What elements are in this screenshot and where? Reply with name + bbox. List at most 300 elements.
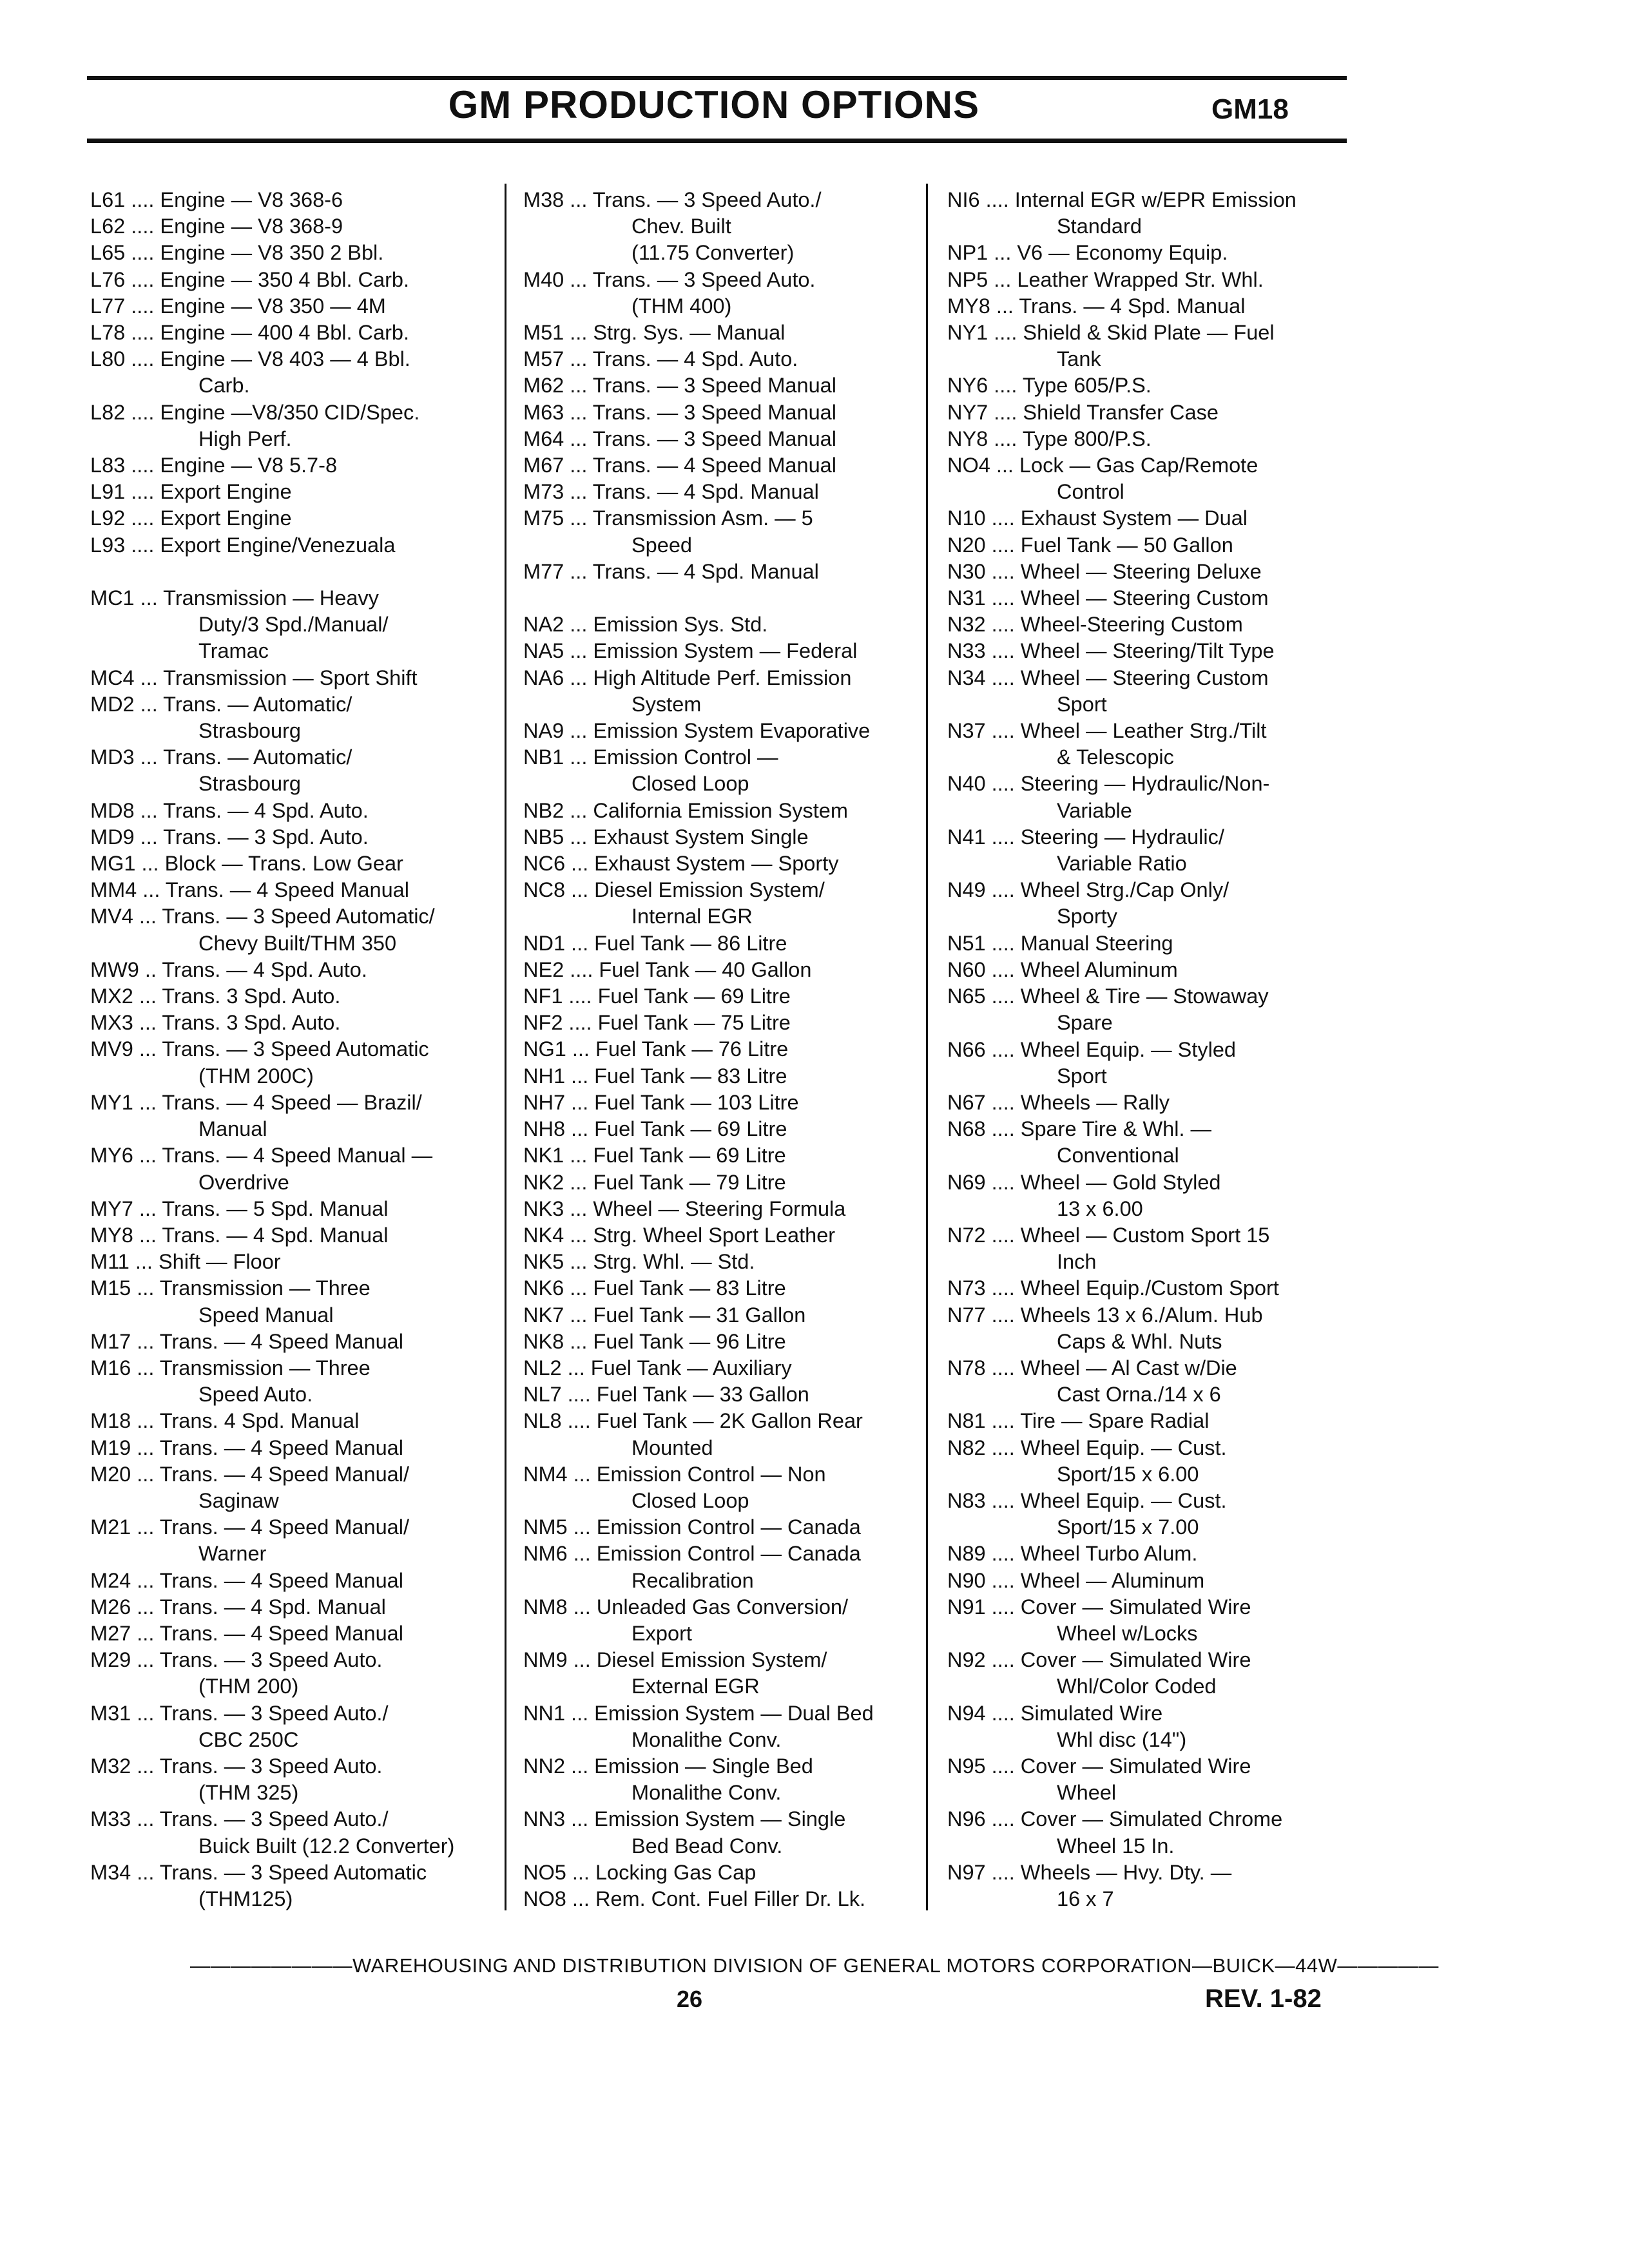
- option-entry: [90, 957, 490, 983]
- option-description: .... Cover — Simulated Wire: [985, 1754, 1251, 1778]
- option-entry: [947, 665, 1334, 718]
- option-description: ... Trans. — 3 Speed Auto./: [564, 188, 822, 211]
- option-code: N34: [947, 666, 986, 689]
- option-description-continued: Chev. Built: [631, 215, 731, 238]
- option-entry: [947, 532, 1334, 559]
- option-description: ... Trans. — 3 Spd. Auto.: [134, 825, 369, 849]
- option-description: .... Export Engine/Venezuala: [125, 533, 396, 557]
- option-code: NA2: [523, 613, 564, 637]
- option-code: N91: [947, 1595, 986, 1619]
- option-description: .... Engine — V8 350 2 Bbl.: [125, 241, 384, 265]
- option-code: NY7: [947, 400, 988, 424]
- option-code: NY6: [947, 374, 988, 398]
- option-description-continued: (THM 325): [198, 1781, 299, 1805]
- option-entry: [523, 718, 916, 744]
- option-description: ... Trans. — 3 Speed Auto./: [131, 1807, 389, 1831]
- option-code: N73: [947, 1276, 986, 1300]
- option-code: NY8: [947, 427, 988, 450]
- option-description-continued: Tramac: [198, 639, 269, 663]
- option-description: .... Fuel Tank — 75 Litre: [563, 1011, 791, 1035]
- option-code: N66: [947, 1037, 986, 1061]
- option-description: ... Trans. — 3 Speed Automatic/: [133, 905, 435, 928]
- option-description: .... Wheel Strg./Cap Only/: [985, 878, 1229, 902]
- option-description: ... Trans. — 4 Spd. Auto.: [564, 347, 798, 371]
- option-entry: [523, 798, 916, 824]
- option-description: ... Fuel Tank — 86 Litre: [565, 931, 787, 955]
- option-description: .... Steering — Hydraulic/: [985, 825, 1224, 849]
- option-entry: [947, 1753, 1334, 1806]
- option-code: L78: [90, 321, 126, 345]
- option-entry: [523, 1408, 916, 1461]
- option-entry: [523, 1647, 916, 1700]
- option-code: M67: [523, 454, 564, 477]
- option-entry: [947, 957, 1334, 983]
- option-description-continued: Speed: [631, 533, 692, 557]
- option-entry: [947, 1408, 1334, 1434]
- option-entry: [523, 1196, 916, 1222]
- page-code: GM18: [1211, 93, 1289, 125]
- option-entry: [947, 983, 1334, 1036]
- option-code: MW9: [90, 957, 139, 981]
- option-code: L80: [90, 347, 126, 371]
- option-description: .... Wheels — Rally: [985, 1090, 1170, 1114]
- option-description-continued: Variable: [1057, 798, 1132, 822]
- option-entry: [523, 1169, 916, 1196]
- option-code: N30: [947, 559, 986, 583]
- option-entry: [523, 452, 916, 479]
- option-description: .... Manual Steering: [985, 931, 1173, 955]
- option-description-continued: High Perf.: [198, 427, 292, 450]
- option-entry: [947, 930, 1334, 957]
- option-entry: [90, 1647, 490, 1700]
- option-entry: [523, 1753, 916, 1806]
- option-description-continued: Sport: [1057, 692, 1107, 716]
- option-description-continued: Speed Manual: [198, 1303, 334, 1327]
- option-description-continued: Sport/15 x 6.00: [1057, 1462, 1199, 1486]
- option-description-continued: Wheel w/Locks: [1057, 1621, 1198, 1645]
- option-entry: [523, 744, 916, 797]
- option-code: N37: [947, 719, 986, 743]
- option-entry: [947, 1302, 1334, 1355]
- option-description: ... Emission Control — Canada: [567, 1542, 861, 1566]
- option-code: N67: [947, 1090, 986, 1114]
- option-description: ... Strg. Sys. — Manual: [564, 321, 786, 345]
- option-entry: [947, 585, 1334, 611]
- option-entry: [90, 744, 490, 797]
- option-description: ... Transmission — Sport Shift: [134, 666, 418, 689]
- option-description: .. Trans. — 4 Spd. Auto.: [139, 957, 367, 981]
- option-description: .... Exhaust System — Dual: [985, 506, 1248, 530]
- option-description: .... Wheel — Al Cast w/Die: [985, 1356, 1237, 1379]
- option-description-continued: Conventional: [1057, 1144, 1179, 1168]
- page-title: GM PRODUCTION OPTIONS: [448, 83, 979, 126]
- option-code: NK1: [523, 1144, 564, 1168]
- option-description-continued: CBC 250C: [198, 1727, 299, 1751]
- option-description-continued: Saginaw: [198, 1488, 279, 1512]
- option-entry: [947, 426, 1334, 452]
- option-description: ... High Altitude Perf. Emission: [564, 666, 852, 689]
- option-entry: [523, 1700, 916, 1753]
- option-entry: [523, 611, 916, 638]
- option-entry: [947, 824, 1334, 877]
- option-description: .... Engine — 350 4 Bbl. Carb.: [125, 267, 410, 291]
- option-code: M63: [523, 400, 564, 424]
- option-description: ... Fuel Tank — 83 Litre: [565, 1064, 787, 1088]
- option-description: ... Trans. — 3 Speed Manual: [564, 374, 836, 398]
- option-description: ... Fuel Tank — 69 Litre: [565, 1117, 787, 1141]
- option-description: .... Wheel — Steering Deluxe: [985, 559, 1262, 583]
- option-code: M62: [523, 374, 564, 398]
- option-description-continued: Cast Orna./14 x 6: [1057, 1383, 1221, 1407]
- option-description: ... Emission System — Single: [565, 1807, 846, 1831]
- option-description: .... Wheel — Gold Styled: [985, 1170, 1221, 1194]
- option-code: L76: [90, 267, 126, 291]
- option-description: ... Exhaust System — Sporty: [565, 852, 839, 876]
- option-entry: [523, 1594, 916, 1647]
- option-description: .... Fuel Tank — 2K Gallon Rear: [561, 1409, 863, 1433]
- option-code: MY1: [90, 1090, 133, 1114]
- option-entry: [90, 1435, 490, 1461]
- option-description-continued: Sport/15 x 7.00: [1057, 1515, 1199, 1539]
- option-description: ... Trans. — 4 Spd. Auto.: [134, 798, 369, 822]
- option-description-continued: (11.75 Converter): [631, 241, 795, 265]
- option-code: NA9: [523, 719, 564, 743]
- option-description: .... Export Engine: [125, 480, 292, 504]
- option-code: M19: [90, 1436, 131, 1459]
- option-description-continued: Speed Auto.: [198, 1383, 313, 1407]
- option-code: NB1: [523, 745, 564, 769]
- option-description: ... Emission — Single Bed: [565, 1754, 813, 1778]
- option-entry: [90, 1806, 490, 1859]
- option-code: NM9: [523, 1648, 568, 1672]
- option-description: ... Trans. — 4 Spd. Manual: [133, 1223, 389, 1247]
- option-entry: [523, 1275, 916, 1302]
- option-code: NM8: [523, 1595, 568, 1619]
- option-description: .... Wheel & Tire — Stowaway: [985, 985, 1269, 1008]
- option-code: NM4: [523, 1462, 568, 1486]
- option-description-continued: Whl/Color Coded: [1057, 1675, 1217, 1698]
- option-code: NL7: [523, 1383, 562, 1407]
- option-entry: [90, 213, 490, 240]
- option-description: .... Wheel Aluminum: [985, 957, 1178, 981]
- option-code: NA5: [523, 639, 564, 663]
- option-code: NL2: [523, 1356, 562, 1379]
- section-gap: [90, 559, 490, 585]
- option-code: M31: [90, 1701, 131, 1725]
- option-code: MD8: [90, 798, 135, 822]
- section-gap: [523, 585, 916, 611]
- option-code: NK5: [523, 1250, 564, 1274]
- option-description: ... Trans. — Automatic/: [134, 745, 352, 769]
- option-description: .... Engine — V8 368-6: [125, 188, 343, 211]
- option-description: .... Tire — Spare Radial: [985, 1409, 1210, 1433]
- option-code: MV4: [90, 905, 133, 928]
- option-entry: [90, 320, 490, 346]
- option-entry: [90, 903, 490, 956]
- option-description-continued: 16 x 7: [1057, 1887, 1114, 1910]
- option-description: .... Wheel Turbo Alum.: [985, 1542, 1198, 1566]
- option-description-continued: Monalithe Conv.: [631, 1781, 782, 1805]
- option-code: N51: [947, 931, 986, 955]
- option-entry: [947, 1169, 1334, 1222]
- option-description: .... Type 605/P.S.: [988, 374, 1152, 398]
- option-description: ... Trans. — 4 Speed Manual: [131, 1436, 403, 1459]
- option-description-continued: Carb.: [198, 374, 250, 398]
- options-column-1: [90, 187, 490, 1912]
- option-code: NL8: [523, 1409, 562, 1433]
- option-code: NK7: [523, 1303, 564, 1327]
- option-entry: [523, 1514, 916, 1541]
- option-description: .... Wheel Equip. — Cust.: [985, 1436, 1227, 1459]
- option-code: M17: [90, 1329, 131, 1353]
- option-entry: [90, 877, 490, 903]
- option-code: MV9: [90, 1037, 133, 1061]
- option-description: ... Emission System — Dual Bed: [565, 1701, 874, 1725]
- option-code: MY8: [947, 294, 990, 318]
- option-code: N92: [947, 1648, 986, 1672]
- option-description-continued: Recalibration: [631, 1568, 754, 1592]
- revision-label: REV. 1-82: [1205, 1984, 1322, 2013]
- option-code: M20: [90, 1462, 131, 1486]
- option-description: .... Fuel Tank — 69 Litre: [563, 985, 791, 1008]
- option-code: M15: [90, 1276, 131, 1300]
- option-code: MX3: [90, 1011, 133, 1035]
- option-description-continued: Warner: [198, 1542, 267, 1566]
- option-description: .... Wheel — Leather Strg./Tilt: [985, 719, 1267, 743]
- option-entry: [523, 1302, 916, 1329]
- option-description: ... Transmission — Three: [131, 1356, 371, 1379]
- option-entry: [90, 1355, 490, 1408]
- option-entry: [947, 771, 1334, 823]
- option-description: ... Trans. — Automatic/: [134, 692, 352, 716]
- option-code: L62: [90, 215, 126, 238]
- option-entry: [947, 372, 1334, 399]
- option-entry: [947, 1594, 1334, 1647]
- option-description: ... Trans. — 4 Spd. Manual: [131, 1595, 386, 1619]
- option-code: N31: [947, 586, 986, 610]
- option-code: M21: [90, 1515, 131, 1539]
- option-description: ... Transmission — Heavy: [134, 586, 379, 610]
- option-description-continued: External EGR: [631, 1675, 760, 1698]
- option-entry: [90, 1408, 490, 1434]
- option-description-continued: Sport: [1057, 1064, 1107, 1088]
- option-code: L82: [90, 400, 126, 424]
- option-description: ... Trans. — 4 Speed Manual: [137, 878, 409, 902]
- option-code: N94: [947, 1701, 986, 1725]
- option-code: NP1: [947, 241, 988, 265]
- option-description: ... Fuel Tank — 79 Litre: [564, 1170, 786, 1194]
- option-description-continued: Monalithe Conv.: [631, 1727, 782, 1751]
- option-description-continued: Duty/3 Spd./Manual/: [198, 613, 389, 637]
- option-description: ... Trans. — 4 Spd. Manual: [990, 294, 1246, 318]
- option-code: N40: [947, 772, 986, 796]
- option-description: ... Strg. Whl. — Std.: [564, 1250, 755, 1274]
- option-code: NG1: [523, 1037, 566, 1061]
- option-entry: [523, 1806, 916, 1859]
- option-description: ... Fuel Tank — Auxiliary: [561, 1356, 792, 1379]
- option-description: ... Trans. — 4 Speed Manual: [131, 1329, 403, 1353]
- option-code: M64: [523, 427, 564, 450]
- option-description-continued: (THM125): [198, 1887, 293, 1910]
- option-description: .... Wheels 13 x 6./Alum. Hub: [985, 1303, 1263, 1327]
- option-description: .... Wheel Equip./Custom Sport: [985, 1276, 1279, 1300]
- option-entry: [523, 824, 916, 850]
- option-description: ... Trans. — 4 Speed Manual: [564, 454, 836, 477]
- option-entry: [523, 983, 916, 1010]
- option-code: L65: [90, 241, 126, 265]
- option-entry: [90, 1461, 490, 1514]
- option-code: N89: [947, 1542, 986, 1566]
- option-entry: [90, 479, 490, 505]
- column-divider-1: [505, 184, 506, 1910]
- option-description: ... Fuel Tank — 69 Litre: [564, 1144, 786, 1168]
- option-entry: [947, 187, 1334, 240]
- option-entry: [90, 505, 490, 532]
- option-code: L83: [90, 454, 126, 477]
- option-description: ... Rem. Cont. Fuel Filler Dr. Lk.: [566, 1887, 865, 1910]
- option-code: NC8: [523, 878, 566, 902]
- option-entry: [90, 399, 490, 452]
- option-entry: [947, 1435, 1334, 1488]
- option-description-continued: Closed Loop: [631, 772, 749, 796]
- option-description: ... Trans. — 3 Speed Manual: [564, 427, 836, 450]
- option-code: MD2: [90, 692, 135, 716]
- option-code: NK3: [523, 1196, 564, 1220]
- option-description: .... Wheel — Custom Sport 15: [985, 1223, 1270, 1247]
- option-code: L77: [90, 294, 126, 318]
- option-entry: [90, 1036, 490, 1089]
- option-entry: [90, 1568, 490, 1594]
- option-entry: [90, 1860, 490, 1912]
- option-code: MC1: [90, 586, 135, 610]
- option-description: .... Engine — V8 403 — 4 Bbl.: [125, 347, 410, 371]
- option-entry: [523, 1116, 916, 1142]
- option-description-continued: Strasbourg: [198, 772, 301, 796]
- option-entry: [523, 1541, 916, 1593]
- option-code: MC4: [90, 666, 135, 689]
- option-description: .... Wheels — Hvy. Dty. —: [985, 1860, 1232, 1884]
- header-top-rule: [87, 76, 1347, 80]
- option-description-continued: (THM 400): [631, 294, 732, 318]
- option-description-continued: Caps & Whl. Nuts: [1057, 1329, 1222, 1353]
- option-description: ... Emission System — Federal: [564, 639, 858, 663]
- options-column-2: [523, 187, 916, 1912]
- option-description: ... Trans. 3 Spd. Auto.: [133, 1011, 341, 1035]
- option-code: MD3: [90, 745, 135, 769]
- option-code: NA6: [523, 666, 564, 689]
- option-code: M34: [90, 1860, 131, 1884]
- option-entry: [947, 320, 1334, 372]
- option-code: L91: [90, 480, 126, 504]
- option-entry: [90, 850, 490, 877]
- option-entry: [523, 399, 916, 426]
- option-entry: [523, 1063, 916, 1090]
- option-description: ... Trans. — 4 Spd. Manual: [564, 559, 819, 583]
- header-bottom-rule: [87, 139, 1347, 143]
- option-entry: [947, 611, 1334, 638]
- option-code: NK2: [523, 1170, 564, 1194]
- option-entry: [947, 1647, 1334, 1700]
- option-description: ... Lock — Gas Cap/Remote: [990, 454, 1258, 477]
- option-entry: [947, 1090, 1334, 1116]
- option-description: ... Fuel Tank — 31 Gallon: [564, 1303, 806, 1327]
- option-description: .... Steering — Hydraulic/Non-: [985, 772, 1270, 796]
- option-code: N69: [947, 1170, 986, 1194]
- option-description: .... Internal EGR w/EPR Emission: [979, 188, 1296, 211]
- option-description-continued: Control: [1057, 480, 1124, 504]
- option-code: N32: [947, 613, 986, 637]
- option-description: .... Cover — Simulated Wire: [985, 1595, 1251, 1619]
- option-description: .... Cover — Simulated Chrome: [985, 1807, 1283, 1831]
- option-entry: [947, 399, 1334, 426]
- option-entry: [90, 1594, 490, 1620]
- option-description-continued: System: [631, 692, 702, 716]
- option-description: ... Fuel Tank — 96 Litre: [564, 1329, 786, 1353]
- option-entry: [523, 930, 916, 957]
- option-description: .... Engine — V8 350 — 4M: [125, 294, 386, 318]
- option-code: M26: [90, 1595, 131, 1619]
- option-code: N33: [947, 639, 986, 663]
- option-code: NH1: [523, 1064, 566, 1088]
- option-description-continued: Closed Loop: [631, 1488, 749, 1512]
- option-code: M33: [90, 1807, 131, 1831]
- option-description-continued: Chevy Built/THM 350: [198, 931, 397, 955]
- option-code: M18: [90, 1409, 131, 1433]
- option-description: .... Engine — V8 368-9: [125, 215, 343, 238]
- option-entry: [947, 240, 1334, 266]
- option-entry: [90, 1249, 490, 1275]
- option-description: ... Fuel Tank — 103 Litre: [565, 1090, 799, 1114]
- option-code: M32: [90, 1754, 131, 1778]
- option-description-continued: Export: [631, 1621, 692, 1645]
- option-entry: [523, 267, 916, 320]
- option-code: L61: [90, 188, 126, 211]
- option-entry: [947, 1222, 1334, 1275]
- option-code: M27: [90, 1621, 131, 1645]
- option-entry: [523, 346, 916, 372]
- option-entry: [523, 320, 916, 346]
- option-description-continued: 13 x 6.00: [1057, 1196, 1143, 1220]
- option-entry: [523, 1329, 916, 1355]
- option-code: NK8: [523, 1329, 564, 1353]
- option-entry: [947, 559, 1334, 585]
- option-description-continued: Overdrive: [198, 1170, 289, 1194]
- option-description: .... Export Engine: [125, 506, 292, 530]
- option-description: ... Trans. — 3 Speed Auto.: [131, 1648, 383, 1672]
- option-code: M77: [523, 559, 564, 583]
- option-description: .... Wheel — Steering Custom: [985, 586, 1269, 610]
- option-description-continued: Internal EGR: [631, 905, 753, 928]
- option-code: L92: [90, 506, 126, 530]
- option-description: ... Fuel Tank — 83 Litre: [564, 1276, 786, 1300]
- option-entry: [90, 1329, 490, 1355]
- option-description: .... Simulated Wire: [985, 1701, 1163, 1725]
- option-code: NO5: [523, 1860, 566, 1884]
- option-description: ... Unleaded Gas Conversion/: [567, 1595, 848, 1619]
- option-entry: [947, 1037, 1334, 1090]
- option-description: ... Trans. — 4 Spd. Manual: [564, 480, 819, 504]
- option-entry: [947, 1275, 1334, 1302]
- option-entry: [523, 1461, 916, 1514]
- option-code: NN2: [523, 1754, 566, 1778]
- option-entry: [523, 1860, 916, 1886]
- option-description: .... Cover — Simulated Wire: [985, 1648, 1251, 1672]
- option-entry: [90, 1514, 490, 1567]
- option-code: NI6: [947, 188, 980, 211]
- option-entry: [523, 1010, 916, 1036]
- option-description: ... Trans. — 3 Speed Automatic: [131, 1860, 427, 1884]
- option-description: .... Wheel-Steering Custom: [985, 613, 1243, 637]
